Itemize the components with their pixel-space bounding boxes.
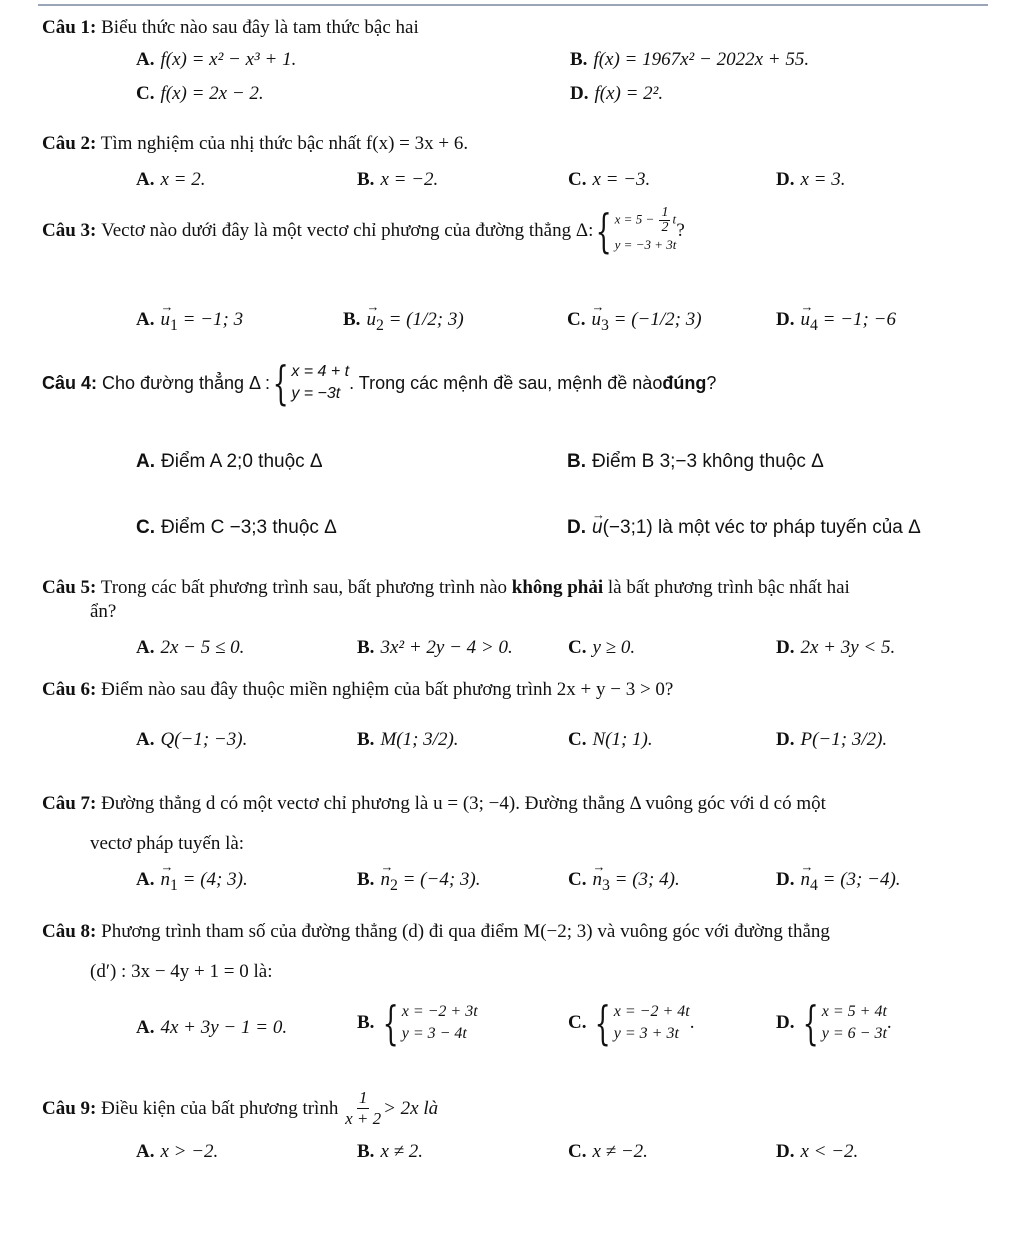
- question-3: [42, 203, 685, 258]
- option-d[interactable]: D.→ u(−3;1) là một véc tơ pháp tuyến của Δ: [567, 516, 921, 540]
- question-8-line2: (d′) : 3x − 4y + 1 = 0 là:: [90, 961, 273, 982]
- question-label: Câu 2:: [42, 133, 97, 154]
- option-letter: C.: [568, 169, 587, 190]
- question-text: Phương trình tham số của đường thẳng (d) đi qua điểm M(−2; 3) và vuông góc với đường thẳng: [101, 921, 830, 942]
- system-line-2: y = −3t: [291, 385, 341, 402]
- question-5-line2: ẩn?: [90, 601, 117, 622]
- option-text: f(x) = 2x − 2.: [160, 83, 264, 104]
- option-text: x = −2.: [380, 169, 439, 190]
- option-text: x = 2.: [160, 169, 206, 190]
- system-line-1: x = 4 + t: [291, 363, 350, 380]
- option-b[interactable]: B. { x = −2 + 3t y = 3 − 4t: [357, 996, 478, 1050]
- option-letter: B.: [570, 49, 588, 70]
- option-b[interactable]: $B.\to u_2 = (1/2$; 3): [343, 308, 464, 338]
- option-c[interactable]: [136, 82, 264, 106]
- option-letter: D.: [776, 169, 795, 190]
- option-b[interactable]: B. M(1; 3/2).: [357, 729, 459, 750]
- question-2: [42, 132, 468, 156]
- option-text: f(x) = 1967x² − 2022x + 55.: [593, 49, 810, 70]
- option-a[interactable]: A. 2x − 5 ≤ 0.: [136, 637, 245, 658]
- fraction: $\frac{1}{x + 2}$: [345, 1088, 382, 1128]
- option-letter: D.: [570, 83, 589, 104]
- option-d[interactable]: $D.\to n_4 = (3$; −4).: [776, 868, 901, 898]
- question-label: Câu 6:: [42, 679, 97, 700]
- option-c[interactable]: C. x ≠ −2.: [568, 1141, 648, 1162]
- option-c[interactable]: $C.\to n_3 = (3$; 4).: [568, 868, 680, 898]
- option-c[interactable]: [568, 168, 650, 192]
- option-d[interactable]: D. P(−1; 3/2).: [776, 729, 888, 750]
- option-b[interactable]: B. x ≠ 2.: [357, 1141, 424, 1162]
- question-7: [42, 792, 826, 816]
- question-9: [42, 1088, 438, 1129]
- option-d[interactable]: D. { x = 5 + 4t y = 6 − 3t .: [776, 996, 892, 1050]
- option-b[interactable]: B. 3x² + 2y − 4 > 0.: [357, 637, 513, 658]
- option-c[interactable]: C. N(1; 1).: [568, 729, 653, 750]
- question-label: Câu 9:: [42, 1097, 97, 1119]
- question-5: Câu 5: Trong các bất phương trình sau, bất phương trình nào không phải là bất phương trình bậc nhất hai: [42, 577, 850, 598]
- option-text: x = 3.: [800, 169, 846, 190]
- emphasis: không phải: [511, 577, 604, 598]
- question-text: Cho đường thẳng Δ :: [102, 373, 271, 393]
- option-d[interactable]: D. 2x + 3y < 5.: [776, 637, 896, 658]
- system-line-2: y = −3 + 3t: [614, 237, 677, 252]
- option-b[interactable]: $B.\to n_2 = (-4$; 3).: [357, 868, 480, 898]
- option-b[interactable]: [570, 48, 809, 72]
- option-c[interactable]: C. Điểm C −3;3 thuộc Δ: [136, 517, 337, 538]
- option-a[interactable]: $A.\to n_1 = (4$; 3).: [136, 868, 248, 898]
- parametric-system: { x = 5 − $\frac{1}{2}$ t y = −3 + 3t: [595, 203, 677, 258]
- option-letter: B.: [357, 169, 375, 190]
- question-7-line2: vectơ pháp tuyến là:: [90, 833, 245, 854]
- question-1: [42, 16, 419, 40]
- question-8: [42, 920, 830, 944]
- emphasis: đúng: [662, 373, 707, 393]
- option-text: x = −3.: [592, 169, 651, 190]
- option-letter: C.: [136, 83, 155, 104]
- question-4: Câu 4: Cho đường thẳng Δ : { x = 4 + t y = −3t . Trong các mệnh đề sau, mệnh đề nào đúng ?: [42, 356, 717, 410]
- question-label: Câu 3:: [42, 219, 97, 241]
- option-a[interactable]: A. Q(−1; −3).: [136, 729, 248, 750]
- question-text: Điểm nào sau đây thuộc miền nghiệm của bất phương trình 2x + y − 3 > 0?: [101, 679, 674, 700]
- question-text-cont: . Trong các mệnh đề sau, mệnh đề nào: [349, 373, 663, 393]
- option-d[interactable]: [570, 82, 663, 106]
- option-letter: A.: [136, 49, 155, 70]
- question-label: Câu 8:: [42, 921, 97, 942]
- question-label: Câu 5:: [42, 577, 97, 598]
- top-rule: [38, 0, 988, 6]
- option-text: f(x) = x² − x³ + 1.: [160, 49, 297, 70]
- system-line-1: x = 5 − $\frac{1}{2}$ t: [614, 205, 677, 235]
- question-label: Câu 7:: [42, 793, 97, 814]
- question-text: Biểu thức nào sau đây là tam thức bậc hai: [101, 17, 419, 38]
- option-c[interactable]: C. y ≥ 0.: [568, 637, 636, 658]
- question-text: Vectơ nào dưới đây là một vectơ chỉ phương của đường thẳng Δ:: [101, 219, 594, 241]
- option-a[interactable]: $A.\to u_1 = -1$; 3: [136, 308, 243, 338]
- option-c[interactable]: $C.\to u_3 = (-1/2$; 3): [567, 308, 702, 338]
- option-d[interactable]: [776, 168, 846, 192]
- option-b[interactable]: B. Điểm B 3;−3 không thuộc Δ: [567, 451, 824, 472]
- question-text: Điều kiện của bất phương trình: [101, 1097, 339, 1119]
- question-label: Câu 4:: [42, 373, 98, 393]
- option-c[interactable]: C. { x = −2 + 4t y = 3 + 3t .: [568, 996, 695, 1050]
- option-a[interactable]: A. Điểm A 2;0 thuộc Δ: [136, 451, 323, 472]
- question-label: Câu 1:: [42, 17, 97, 38]
- question-text-cont: > 2x là: [383, 1097, 439, 1119]
- option-b[interactable]: [357, 168, 438, 192]
- option-text: f(x) = 2².: [594, 83, 664, 104]
- option-d[interactable]: D. x < −2.: [776, 1141, 859, 1162]
- question-6: [42, 678, 673, 702]
- option-letter: A.: [136, 169, 155, 190]
- question-text: Trong các bất phương trình sau, bất phương trình nào: [100, 577, 512, 598]
- option-a[interactable]: [136, 48, 296, 72]
- question-text: Đường thẳng d có một vectơ chỉ phương là u = (3; −4). Đường thẳng Δ vuông góc với d có một: [101, 793, 826, 814]
- question-mark: ?: [676, 219, 685, 241]
- question-text: Tìm nghiệm của nhị thức bậc nhất f(x) = 3x + 6.: [100, 133, 469, 154]
- option-a[interactable]: A. 4x + 3y − 1 = 0.: [136, 1017, 288, 1038]
- option-a[interactable]: A. x > −2.: [136, 1141, 219, 1162]
- option-d[interactable]: $D.\to u_4 = -1$; −6: [776, 308, 896, 338]
- option-a[interactable]: [136, 168, 206, 192]
- parametric-system: { x = 4 + t y = −3t: [272, 356, 350, 410]
